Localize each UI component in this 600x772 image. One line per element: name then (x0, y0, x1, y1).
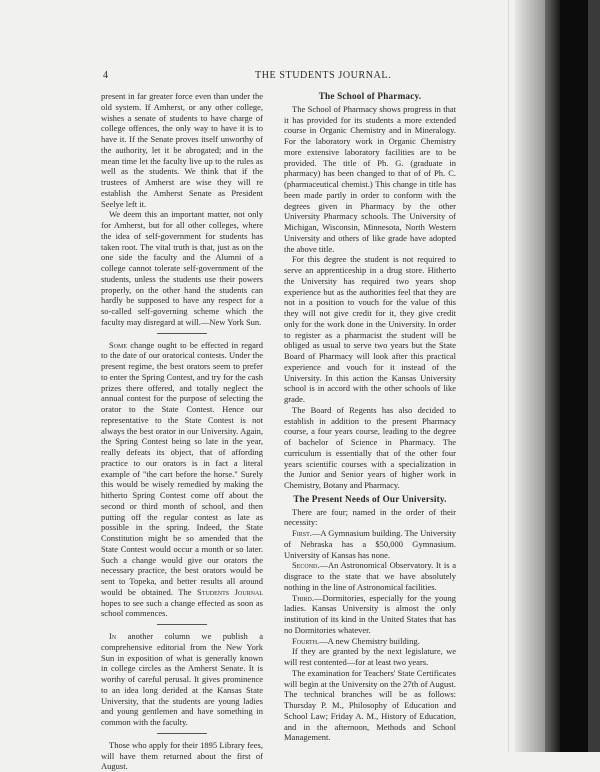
divider (157, 333, 207, 334)
paragraph-text: another column we publish a comprehensive editorial from the New York Sun in exposition of what is generally known in college circles as the Amherst Senate. It is worthy of careful perusal. It gives prominence to an idea long derided at the Kansas State University, that the students are young ladies and young gentlemen and have something in common with the faculty. (101, 631, 263, 727)
paragraph-needs-intro: There are four; named in the order of their necessity: (284, 506, 456, 528)
heading-school-of-pharmacy: The School of Pharmacy. (318, 91, 422, 101)
heading-present-needs: The Present Needs of Our University. (293, 493, 447, 504)
paragraph-pharmacy-degree: For this degree the student is not required to serve an apprenticeship in a drug store. Hitherto the University has required two years shop experience but as the authorities feel that they are not in a position to vouch for the value of this they will not give credit for it, they give credit only for the work done in the University. In order to register as a pharmacist the student will be obliged as usual to serve two years but the State Board of Pharmacy will look after this practical experience and vouch for it instead of the University. In this action the Kansas University school is in accord with the other schools of like grade. (284, 254, 456, 404)
paragraph-self-government: We deem this an important matter, not only for Amherst, but for all other colleges, where the idea of self-government for students has taken root. The vital truth is that, just as on the one side the faculty and the Alumni of a college cannot tolerate self-government of the students, unless the students use their powers properly, on the other hand the students can hardly be supposed to have any respect for a so-called self-governing scheme which the faculty may disregard at will.—New York Sun. (101, 209, 263, 327)
lead-word: Second. (292, 560, 320, 571)
scan-shadow-dark (545, 0, 560, 752)
paragraph-text: —Dormitories, especially for the young ladies. Kansas University is almost the only institution of its kind in the United States that has no Dormitories whatever. (284, 592, 456, 635)
paragraph-board-of-regents: The Board of Regents has also decided to establish in addition to the present Pharmacy course, a four years course, leading to the degree of bachelor of Science in Pharmacy. The curriculum is essentially that of the other four years scientific courses with a specialization in the Junior and Senior years of higher work in Chemistry, Botany and Pharmacy. (284, 404, 456, 490)
lead-word: First. (292, 528, 312, 538)
need-first (284, 528, 456, 560)
paragraph-oratorical-contests (101, 340, 263, 620)
lead-word: Some (109, 339, 128, 350)
paragraph-pharmacy-progress: The School of Pharmacy shows progress in that it has provided for its students a more extended course in Organic Chemistry and in Mineralogy. For the laboratory work in Organic Chemistry more extensive laboratory facilities are to be provided. The title of Ph. G. (graduate in pharmacy) has been changed to that of of Ph. C. (pharmaceutical chemist.) This change in title has been made partly in order to conform with the degrees given in Pharmacy by the other University Pharmacy schools. The University of Michigan, Wisconsin, Minnesota, North Western University and others of like grade have adopted the above title. (284, 103, 456, 254)
need-third (284, 593, 456, 636)
need-second (284, 560, 456, 592)
paragraph-teachers-exam: The examination for Teachers' State Certificates will begin at the University on the 27th of August. The technical branches will be as follows: Thursday P. M., Philosophy of Education and School Law; Friday A. M., History of Education, and in the afternoon, Methods and School Management. (284, 667, 456, 743)
page-number: 4 (103, 70, 108, 81)
need-fourth (284, 636, 456, 647)
paragraph-text: —An Astronomical Observatory. It is a disgrace to the state that we have absolutely nothing in the line of Astronomical facilities. (284, 560, 456, 592)
paragraph-text: —A new Chemistry building. (319, 635, 420, 646)
paragraph-amherst-senate (101, 631, 263, 728)
scanner-edge-outer (588, 0, 600, 752)
lead-word: In (109, 631, 117, 641)
paragraph-text: change ought to be effected in regard to the date of our oratorical contests. Under the present regime, the best orators seem to prefer to enter the Spring Contest, and try for the cash prizes there offered, and totally neglect the annual contest for the purpose of selecting the orator to the State Contest. Hence our representative to the State Contest is not always the best orator in our University. Again, the Spring Contest being so late in the year, really defeats its object, that of affording practice to our orators is in fact a literal example of "the cart before the horse." Surely this would be wisely remedied by making the hitherto Spring Contest come off about the second or third month of school, and then putting off the regular contest as late as possible in the spring. Indeed, the State Constitution might be so amended that the State Contest would occur a month or so later. Such a change would give our orators the necessary practice, the best orators would be sent to Topeka, and better results all around would be obtained. The (101, 339, 263, 597)
lead-word: Fourth. (292, 635, 320, 646)
running-title: THE STUDENTS JOURNAL. (255, 70, 392, 81)
journal-name: Students Journal (197, 586, 263, 597)
scan-shadow (515, 0, 545, 752)
paragraph-text-end: hopes to see such a change effected as soon as school commences. (101, 597, 263, 619)
divider (157, 733, 207, 734)
page-fold-line (508, 0, 509, 752)
divider (157, 624, 207, 625)
scanner-edge (560, 0, 588, 752)
paragraph-library-fees: Those who apply for their 1895 Library fees, will have them returned about the first of August. (101, 739, 263, 772)
paragraph-amherst-continued: present in far greater force even than under the old system. If Amherst, or any other college, wishes a senate of students to have charge of college offences, the only way to have it is to have it. If the Senate proves itself unworthy of the authority, let it be abrogated; and in the mean time let the faculty live up to the rules as well as the students. We think that if the trustees of Amherst are wise they will re establish the Amherst Senate as President Seelye left it. (101, 91, 263, 209)
left-column (101, 91, 263, 772)
paragraph-text: —A Gymnasium building. The University of Nebraska has a $50,000 Gymnasium. University of Kansas has none. (284, 528, 456, 560)
lead-word: Third. (292, 592, 314, 603)
right-column (284, 91, 456, 743)
paragraph-legislature: If they are granted by the next legislature, we will rest contented—for at least two years. (284, 646, 456, 667)
